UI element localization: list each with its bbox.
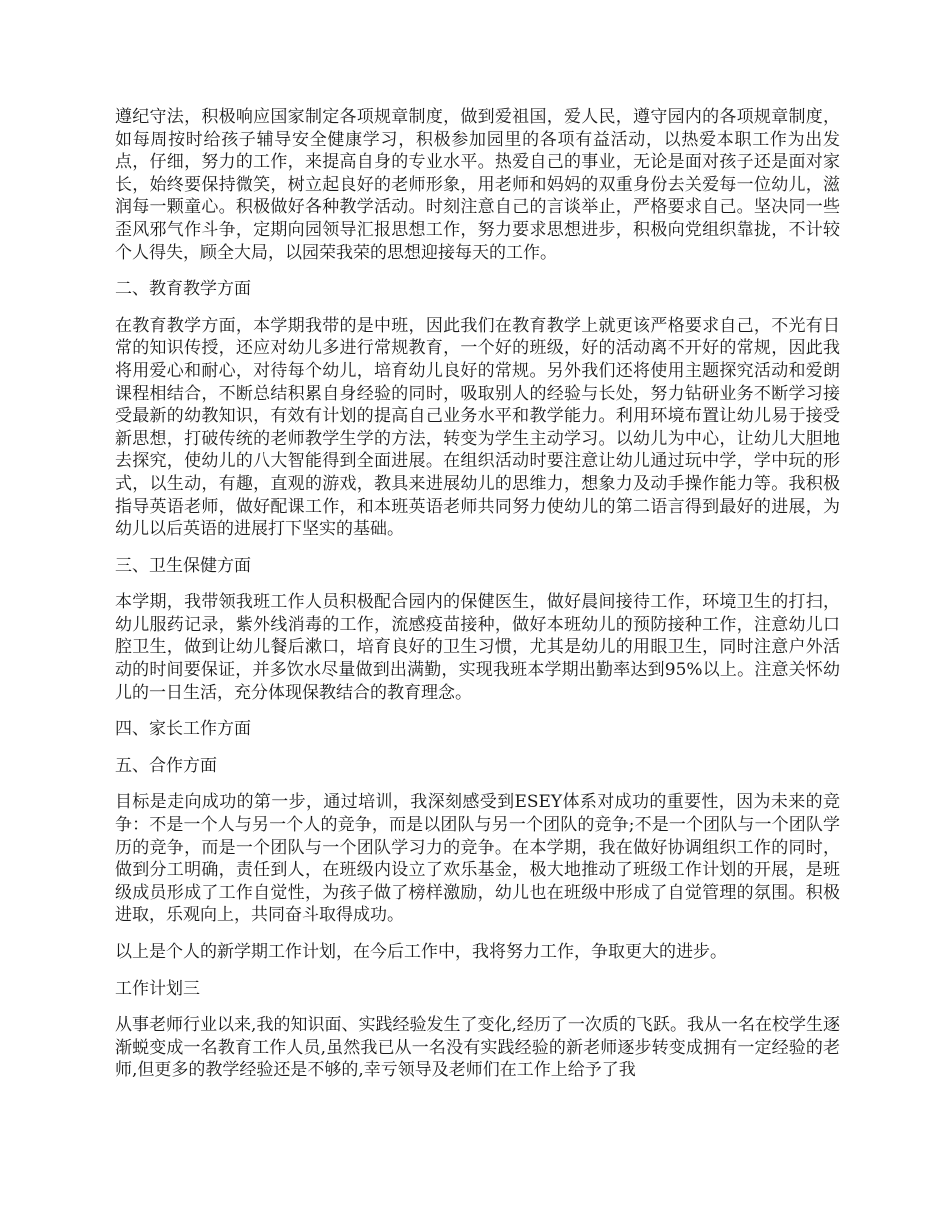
paragraph-conclusion: 以上是个人的新学期工作计划，在今后工作中，我将努力工作，争取更大的进步。 xyxy=(115,942,727,962)
section-heading-cooperation: 五、合作方面 xyxy=(115,755,217,776)
section-heading-parents: 四、家长工作方面 xyxy=(115,719,251,740)
paragraph-cooperation: 目标是走向成功的第一步，通过培训，我深刻感受到ESEY体系对成功的重要性，因为未来的竞争：不是一个人与另一个人的竞争，而是以团队与另一个团队的竞争;不是一个团队与一个团队学历的竞争，而是一个团队与一个团队学习力的竞争。在本学期，我在做好协调组织工作的同时，做到分工明确，责任到人，在班级内设立了欢乐基金，极大地推动了班级工作计划的开展，是班级成员形成了工作自觉性，为孩子做了榜样激励，幼儿也在班级中形成了自觉管理的氛围。积极进取，乐观向上，共同奋斗取得成功。 xyxy=(115,792,840,926)
paragraph-plan-three: 从事老师行业以来,我的知识面、实践经验发生了变化,经历了一次质的飞跃。我从一名在校学生逐渐蜕变成一名教育工作人员,虽然我已从一名没有实践经验的新老师逐步转变成拥有一定经验的老师,但更多的教学经验还是不够的,幸亏领导及老师们在工作上给予了我 xyxy=(115,1015,840,1081)
paragraph-health: 本学期，我带领我班工作人员积极配合园内的保健医生，做好晨间接待工作，环境卫生的打扫，幼儿服药记录，紫外线消毒的工作，流感疫苗接种，做好本班幼儿的预防接种工作，注意幼儿口腔卫生，做到让幼儿餐后漱口，培育良好的卫生习惯，尤其是幼儿的用眼卫生，同时注意户外活动的时间要保证，并多饮水尽量做到出满勤，实现我班本学期出勤率达到95%以上。注意关怀幼儿的一日生活，充分体现保教结合的教育理念。 xyxy=(115,592,840,703)
document-body xyxy=(115,106,840,1096)
paragraph-teaching: 在教育教学方面，本学期我带的是中班，因此我们在教育教学上就更该严格要求自己，不光有日常的知识传授，还应对幼儿多进行常规教育，一个好的班级，好的活动离不开好的常规，因此我将用爱心和耐心，对待每个幼儿，培育幼儿良好的常规。另外我们还将使用主题探究活动和爱朗课程相结合，不断总结积累自身经验的同时，吸取别人的经验与长处，努力钻研业务不断学习接受最新的幼教知识，有效有计划的提高自己业务水平和教学能力。利用环境布置让幼儿易于接受新思想，打破传统的老师教学生学的方法，转变为学生主动学习。以幼儿为中心，让幼儿大胆地去探究，使幼儿的八大智能得到全面进展。在组织活动时要注意让幼儿通过玩中学，学中玩的形式，以生动，有趣，直观的游戏，教具来进展幼儿的思维力，想象力及动手操作能力等。我积极指导英语老师，做好配课工作，和本班英语老师共同努力使幼儿的第二语言得到最好的进展，为幼儿以后英语的进展打下坚实的基础。 xyxy=(115,315,840,540)
section-heading-health: 三、卫生保健方面 xyxy=(115,555,251,576)
section-heading-plan-three: 工作计划三 xyxy=(115,978,200,999)
paragraph-discipline: 遵纪守法，积极响应国家制定各项规章制度，做到爱祖国，爱人民，遵守园内的各项规章制度，如每周按时给孩子辅导安全健康学习，积极参加园里的各项有益活动，以热爱本职工作为出发点，仔细，努力的工作，来提高自身的专业水平。热爱自己的事业，无论是面对孩子还是面对家长，始终要保持微笑，树立起良好的老师形象，用老师和妈妈的双重身份去关爱每一位幼儿，滋润每一颗童心。积极做好各种教学活动。时刻注意自己的言谈举止，严格要求自己。坚决同一些歪风邪气作斗争，定期向园领导汇报思想工作，努力要求思想进步，积极向党组织靠拢，不计较个人得失，顾全大局，以园荣我荣的思想迎接每天的工作。 xyxy=(115,107,840,263)
section-heading-teaching: 二、教育教学方面 xyxy=(115,279,251,300)
